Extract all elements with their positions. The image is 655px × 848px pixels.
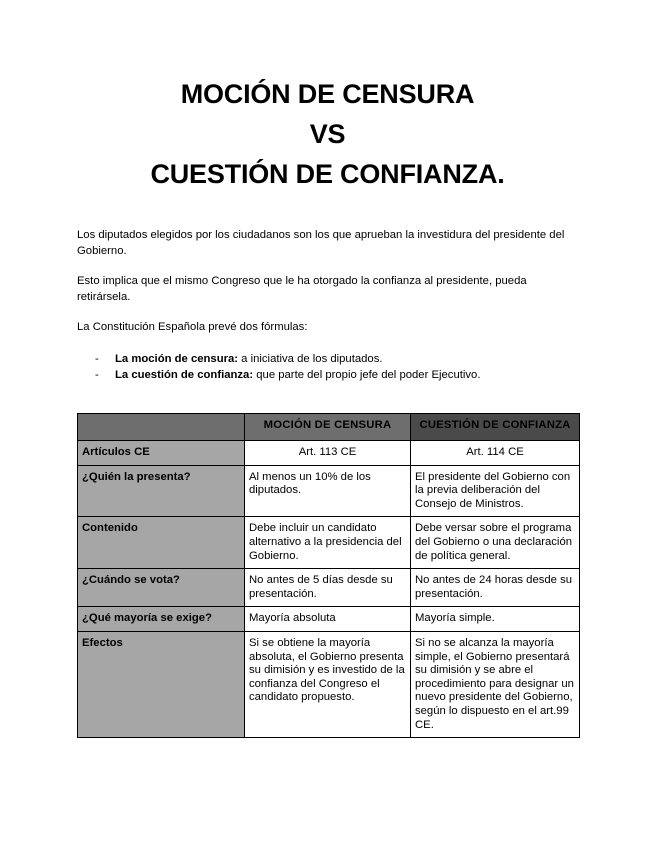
formulas-paragraph: La Constitución Española prevé dos fórmulas:: [77, 321, 308, 333]
cell-mocion: Debe incluir un candidato alternativo a la presidencia del Gobierno.: [245, 517, 411, 569]
cell-mocion: Mayoría absoluta: [245, 607, 411, 632]
implication-paragraph: Esto implica que el mismo Congreso que le ha otorgado la confianza al presidente, pueda retirársela.: [77, 275, 527, 303]
header-corner-cell: [78, 414, 245, 441]
row-label: ¿Quién la presenta?: [78, 465, 245, 517]
cell-cuestion: No antes de 24 horas desde su presentación.: [411, 569, 580, 607]
row-label: ¿Cuándo se vota?: [78, 569, 245, 607]
table-header-row: [78, 414, 580, 441]
bullet-dash: -: [95, 353, 99, 365]
title-line-3: CUESTIÓN DE CONFIANZA.: [150, 159, 505, 189]
row-label: Efectos: [78, 631, 245, 737]
cell-cuestion: Art. 114 CE: [411, 441, 580, 466]
cell-mocion: Al menos un 10% de los diputados.: [245, 465, 411, 517]
cell-mocion: Si se obtiene la mayoría absoluta, el Gobierno presenta su dimisión y es investido de la confianza del Congreso el candidato propuesto.: [245, 631, 411, 737]
cell-mocion: Art. 113 CE: [245, 441, 411, 466]
row-label: Contenido: [78, 517, 245, 569]
row-label: Artículos CE: [78, 441, 245, 466]
bullet-term: La cuestión de confianza:: [115, 369, 254, 381]
table-row: [78, 465, 580, 517]
title-line-1: MOCIÓN DE CENSURA: [180, 79, 475, 109]
list-item: [77, 367, 577, 383]
header-cuestion: CUESTIÓN DE CONFIANZA: [411, 414, 580, 441]
table-row: [78, 517, 580, 569]
table-row: [78, 441, 580, 466]
page-title: [0, 74, 655, 194]
cell-cuestion: Debe versar sobre el programa del Gobierno o una declaración de política general.: [411, 517, 580, 569]
list-item: [77, 351, 577, 367]
bullet-dash: -: [95, 369, 99, 381]
intro-paragraph: Los diputados elegidos por los ciudadanos son los que aprueban la investidura del presidente del Gobierno.: [77, 229, 565, 257]
header-mocion: MOCIÓN DE CENSURA: [245, 414, 411, 441]
title-line-2: VS: [309, 119, 346, 149]
cell-mocion: No antes de 5 días desde su presentación.: [245, 569, 411, 607]
cell-cuestion: El presidente del Gobierno con la previa deliberación del Consejo de Ministros.: [411, 465, 580, 517]
formulas-list: [77, 351, 577, 383]
row-label: ¿Qué mayoría se exige?: [78, 607, 245, 632]
table-row: [78, 631, 580, 737]
cell-cuestion: Mayoría simple.: [411, 607, 580, 632]
cell-cuestion: Si no se alcanza la mayoría simple, el Gobierno presentará su dimisión y se abre el procedimiento para designar un nuevo presidente del Gobierno, según lo dispuesto en el art.99 CE.: [411, 631, 580, 737]
table-row: [78, 569, 580, 607]
bullet-text: a iniciativa de los diputados.: [238, 353, 383, 365]
bullet-text: que parte del propio jefe del poder Ejecutivo.: [253, 369, 481, 381]
bullet-term: La moción de censura:: [115, 353, 239, 365]
table-row: [78, 607, 580, 632]
comparison-table: [77, 413, 580, 738]
